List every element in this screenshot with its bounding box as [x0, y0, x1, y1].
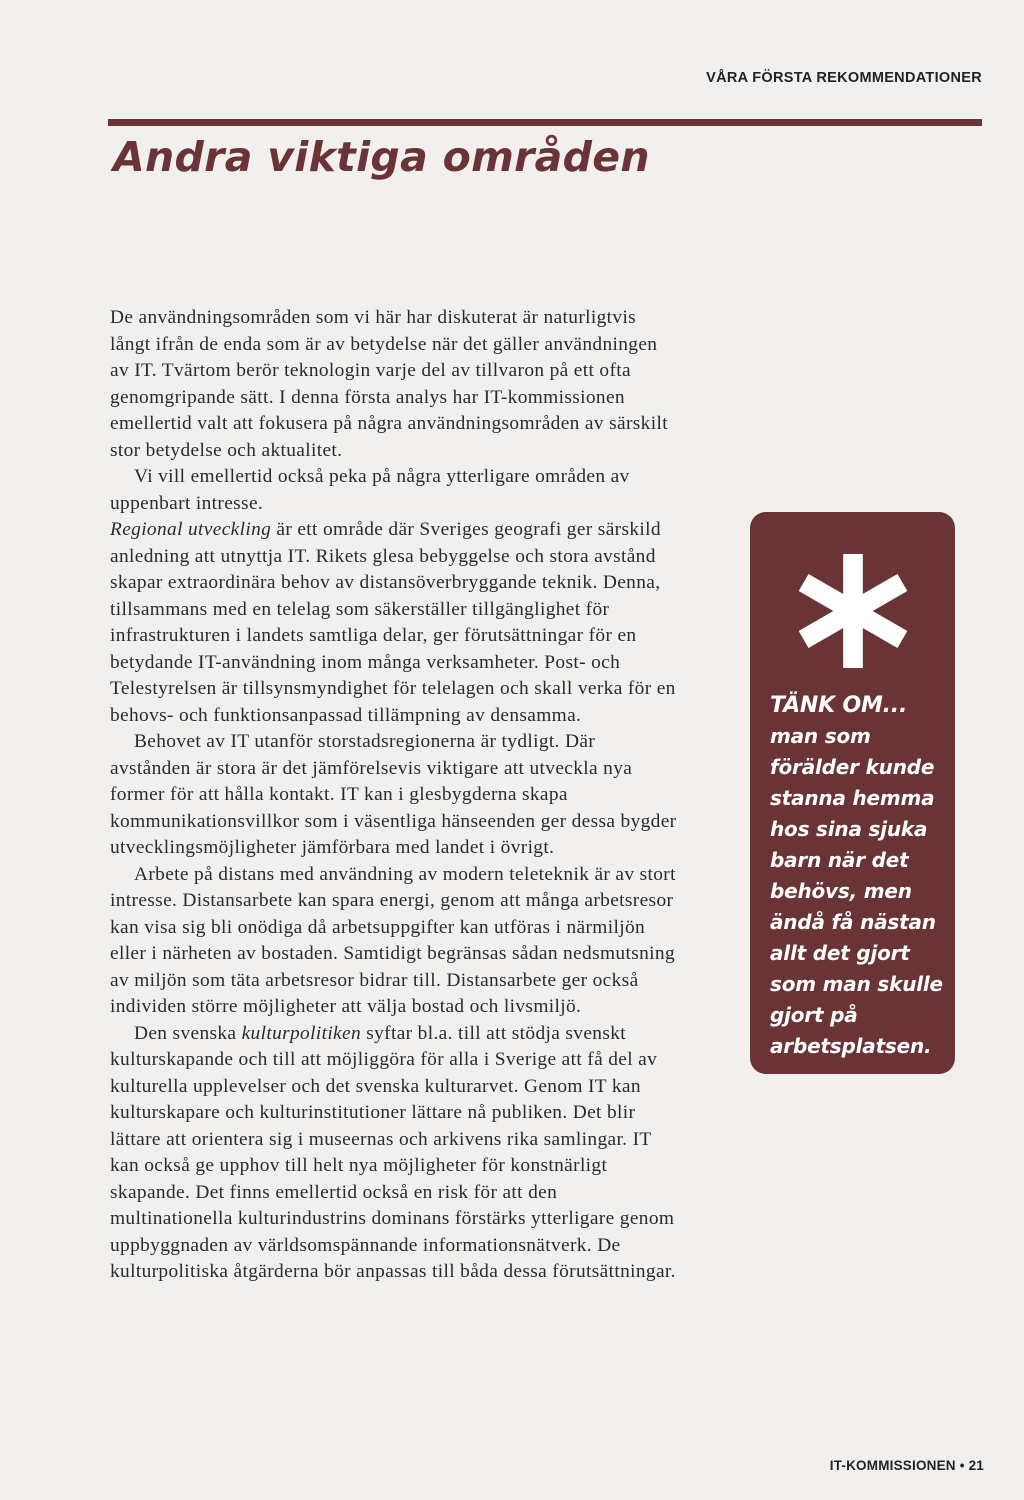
- paragraph-6: [110, 1021, 678, 1286]
- paragraph-6-intro: Den svenska: [134, 1022, 242, 1044]
- paragraph-3-text: är ett område där Sveriges geografi ger särskild anledning att utnyttja IT. Rikets glesa bebyggelse och stora avstånd skapar extraordinära behov av distansöverbryggande teknik. Denna, tillsammans med en telelag som säkerställer tillgänglighet för infrastrukturen i landets samtliga delar, ger förutsättningar för en betydande IT-användning inom många verksamheter. Post- och Telestyrelsen är tillsynsmyndighet för telelagen och skall verka för en behovs- och funktionsanpassad tillämpning av densamma.: [110, 519, 676, 726]
- paragraph-6-text: syftar bl.a. till att stödja svenskt kulturskapande och till att möjliggöra för alla i Sverige att få del av kulturella upplevelser och det svenska kulturarvet. Genom IT kan kulturskapare och kulturinstitutioner lättare nå publiken. Det blir lättare att orientera sig i museernas och arkivens rika samlingar. IT kan också ge upphov till helt nya möjligheter för konstnärligt skapande. Det finns emellertid också en risk för att den multinationella kulturindustrins dominans förstärks ytterligare genom uppbyggnaden av världsomspännande informationsnätverk. De kulturpolitiska åtgärderna bör anpassas till båda dessa förutsättningar.: [110, 1022, 676, 1282]
- paragraph-2: Vi vill emellertid också peka på några ytterligare områden av uppenbart intresse.: [110, 466, 630, 514]
- page-footer: IT-KOMMISSIONEN • 21: [829, 1458, 984, 1473]
- paragraph-1: De användningsområden som vi här har diskuterat är naturligtvis långt ifrån de enda som är av betydelse när det gäller användningen av IT. Tvärtom berör teknologin varje del av tillvaron på ett ofta genomgripande sätt. I denna första analys har IT-kommissionen emellertid valt att fokusera på några användningsområden av särskilt stor betydelse och aktualitet.: [110, 307, 668, 461]
- page-title: Andra viktiga områden: [113, 133, 650, 181]
- header-rule: [108, 119, 982, 126]
- running-head: VÅRA FÖRSTA REKOMMENDATIONER: [706, 70, 982, 86]
- article-body: [110, 305, 678, 1286]
- paragraph-3: [110, 517, 678, 729]
- callout-lead: TÄNK OM...: [770, 693, 908, 718]
- callout-text: [770, 690, 955, 1062]
- emphasis-kulturpolitiken: kulturpolitiken: [241, 1022, 362, 1044]
- paragraph-4: Behovet av IT utanför storstadsregionerna är tydligt. Där avstånden är stora är det jämförelsevis viktigare att utveckla nya former för att hålla kontakt. IT kan i glesbygderna skapa kommunikationsvillkor som i väsentliga hänseenden ger dessa bygder utvecklingsmöjligheter jämförbara med landet i övrigt.: [110, 731, 677, 858]
- emphasis-regional-utveckling: Regional utveckling: [110, 519, 272, 540]
- paragraph-5: Arbete på distans med användning av modern teleteknik är av stort intresse. Distansarbete kan spara energi, genom att många arbetsresor kan visa sig bli onödiga då arbetsuppgifter kan utföras i närmiljön eller i närheten av bostaden. Samtidigt begränsas sådan nedsmutsning av miljön som täta arbetsresor bidrar till. Distansarbete ger också individen större möjligheter att välja bostad och livsmiljö.: [110, 863, 676, 1017]
- callout-body: man som förälder kunde stanna hemma hos sina sjuka barn när det behövs, men ändå få nästan allt det gjort som man skulle gjort på arbetsplatsen.: [770, 724, 943, 1058]
- asterisk-icon: [794, 552, 912, 670]
- think-about-box: [750, 512, 955, 1074]
